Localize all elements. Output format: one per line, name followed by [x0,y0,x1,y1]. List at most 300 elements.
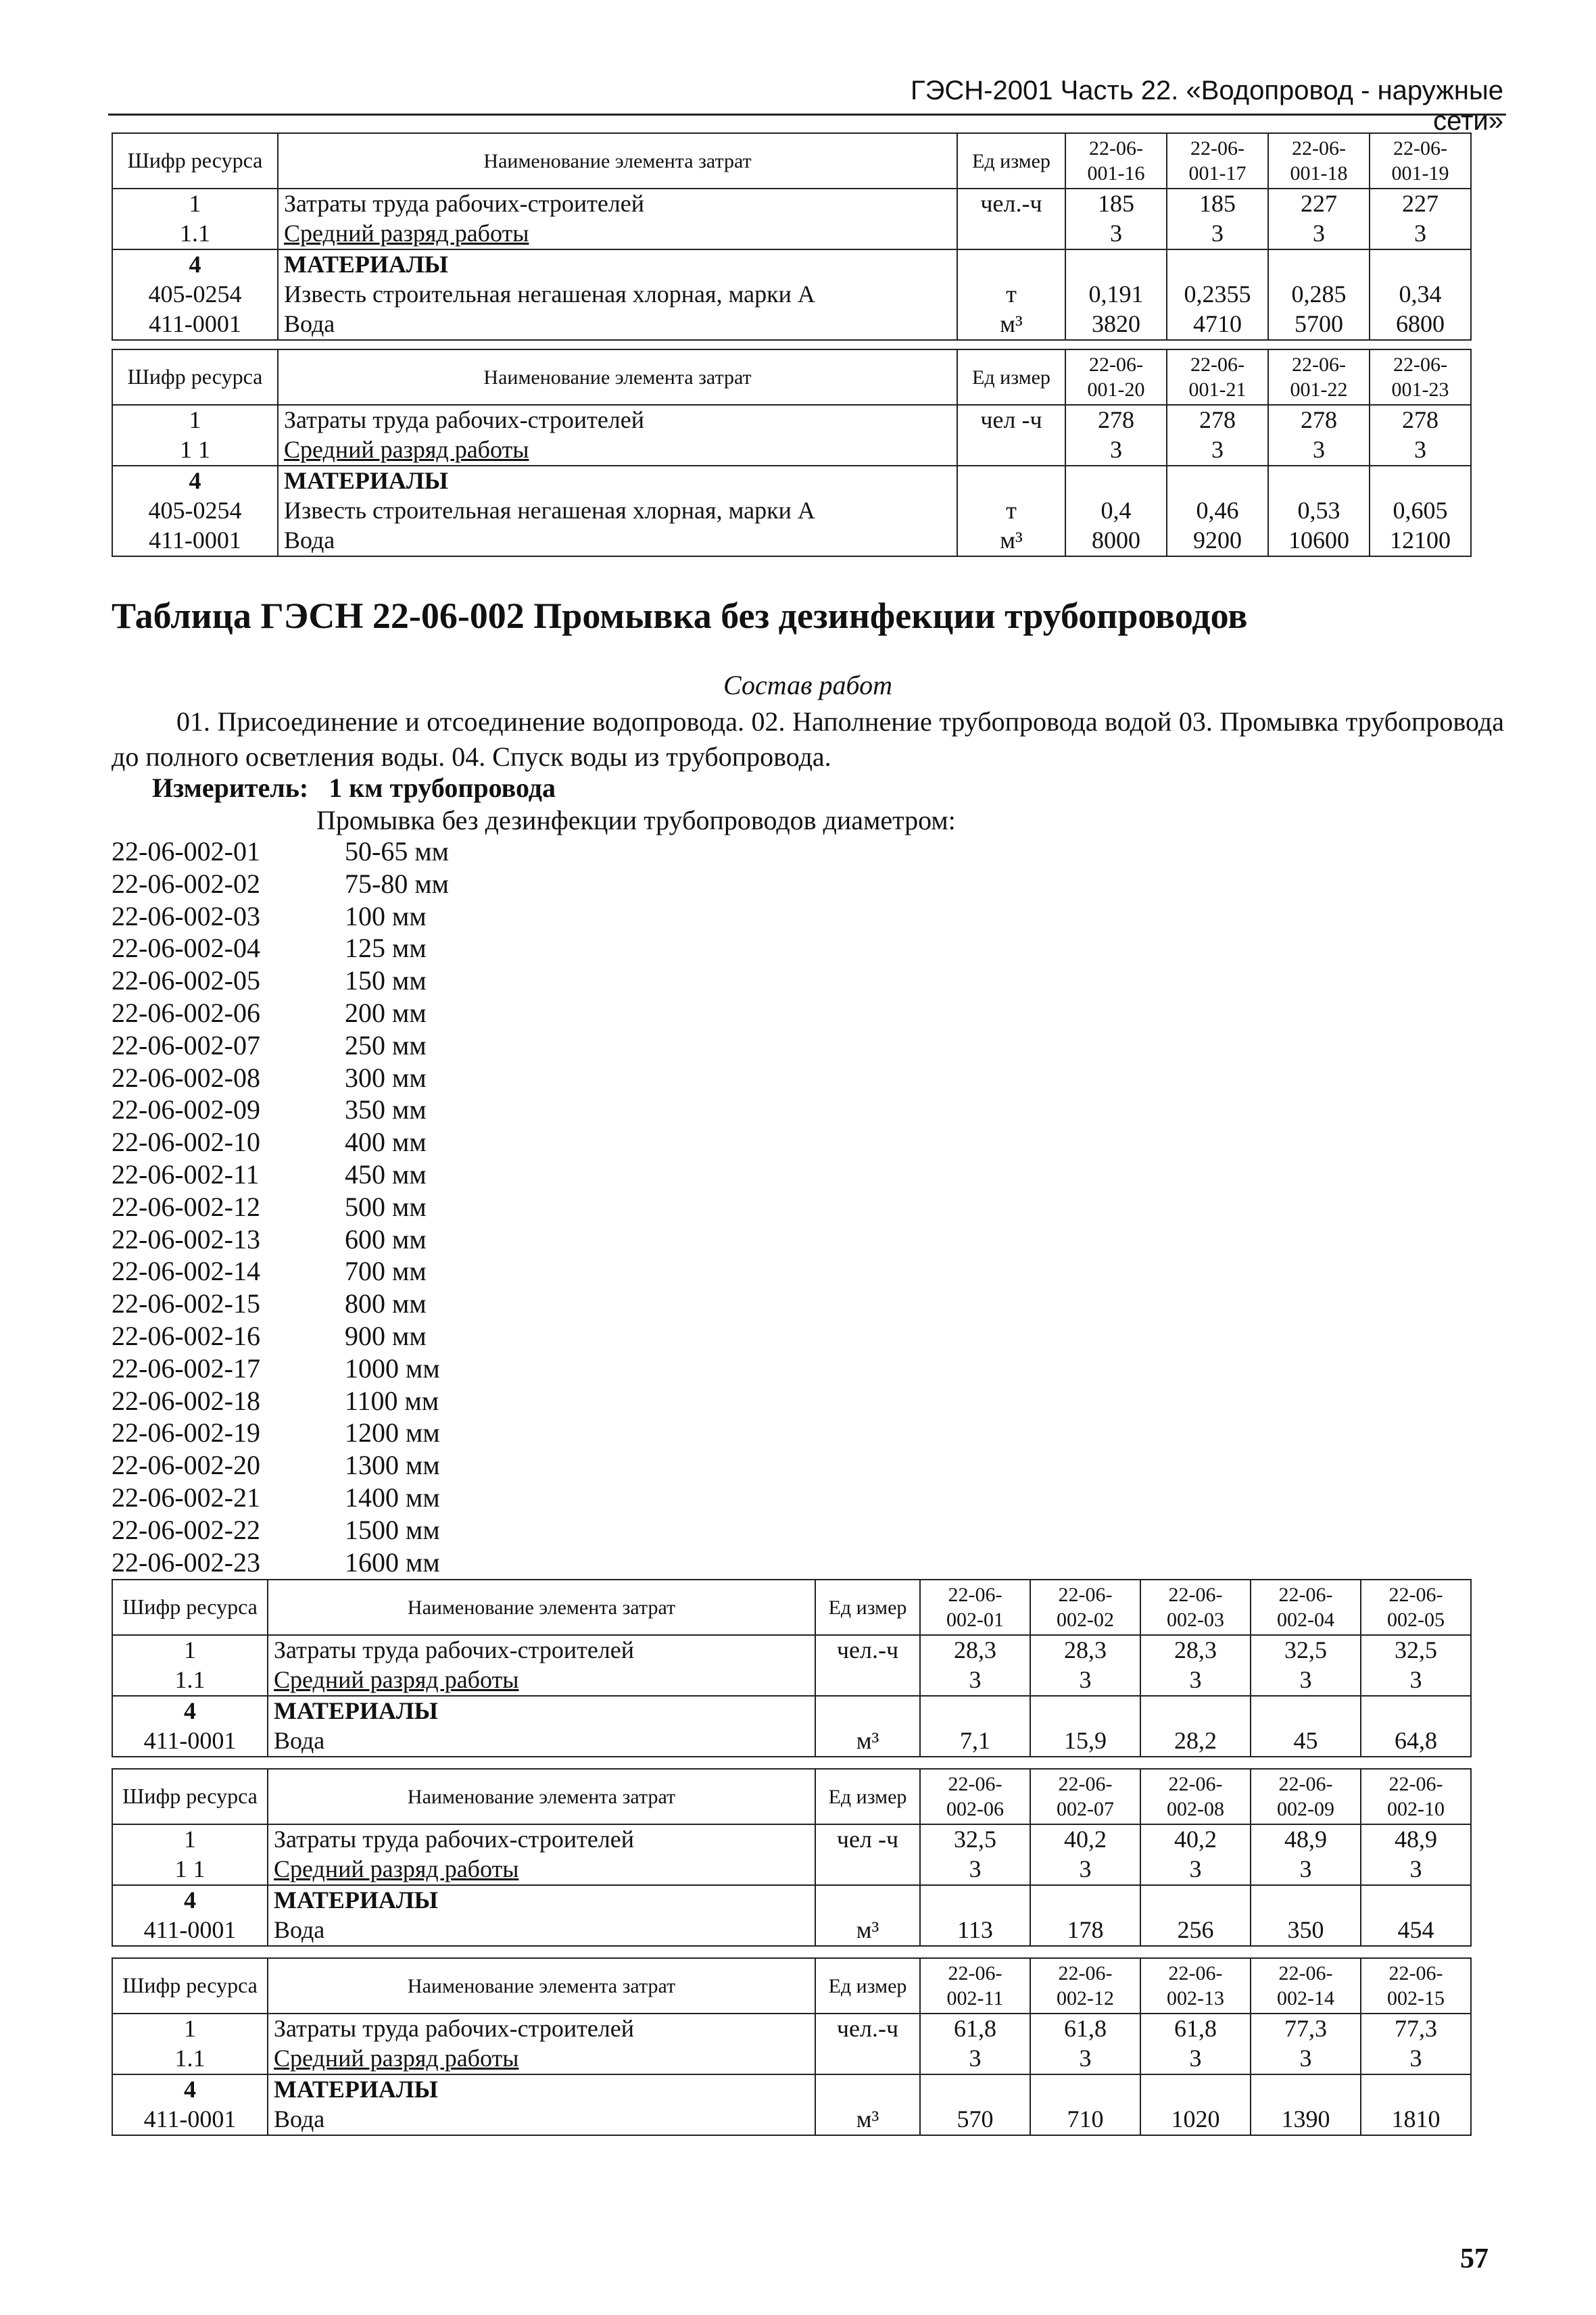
column-header-code: Шифр ресурса [112,1958,268,2014]
diameter-value: 400 мм [345,1127,427,1158]
cost-table-top-2 [112,349,1472,557]
norm-code-line-2: 002-13 [1167,1987,1224,2009]
cell-resource-code: 1 [112,189,278,219]
cell-unit: чел.-ч [815,1635,920,1665]
cell-value [1030,2074,1140,2105]
cell-cost-name: Вода [268,2105,815,2135]
cell-value [1251,1696,1361,1726]
diameter-code-list [112,835,548,1578]
cell-value: 227 [1370,189,1471,219]
norm-code-line-2: 002-15 [1387,1987,1445,2009]
cell-value: 227 [1268,189,1370,219]
cell-cost-name: Затраты труда рабочих-строителей [278,405,957,435]
cell-value: 3 [1167,435,1268,466]
cell-value: 7,1 [920,1726,1030,1757]
cell-unit [815,1885,920,1916]
norm-code-line-2: 001-19 [1391,162,1449,185]
cell-value: 61,8 [920,2014,1030,2044]
cell-resource-code: 4 [112,1696,268,1726]
cell-unit: м³ [957,310,1065,340]
norm-code-line-2: 002-07 [1057,1798,1114,1820]
norm-code: 22-06-002-20 [112,1450,260,1481]
column-header-unit: Ед измер [957,133,1065,189]
column-header-norm-code [920,1769,1030,1824]
column-header-norm-code [1065,349,1167,405]
norm-code-line-2: 001-16 [1087,162,1145,185]
cell-value: 0,34 [1370,280,1471,310]
norm-code: 22-06-002-04 [112,933,260,964]
column-header-norm-code [1030,1958,1140,2014]
cell-value [1361,1696,1471,1726]
page-number: 57 [1460,2243,1489,2274]
diameter-list-item [112,1029,548,1062]
column-header-norm-code [1251,1580,1361,1635]
cell-value: 0,285 [1268,280,1370,310]
table-row [112,310,1471,340]
cell-value: 3 [1065,435,1167,466]
cell-value: 32,5 [1361,1635,1471,1665]
cell-value: 350 [1251,1916,1361,1946]
cell-cost-name: Затраты труда рабочих-строителей [268,1635,815,1665]
meter-line [152,772,556,804]
cell-value: 3 [1065,219,1167,249]
norm-code: 22-06-002-07 [112,1029,260,1061]
cell-value [1167,249,1268,280]
column-header-norm-code [1140,1769,1251,1824]
table-row [112,189,1471,219]
cell-value [1268,466,1370,496]
cell-resource-code: 1.1 [112,2044,268,2074]
column-header-unit: Ед измер [957,349,1065,405]
diameter-value: 100 мм [345,900,427,931]
diameter-value: 900 мм [345,1320,427,1351]
column-header-name: Наименование элемента затрат [278,133,957,189]
diameter-value: 800 мм [345,1288,427,1319]
cell-value: 278 [1370,405,1471,435]
cell-value: 3 [1268,435,1370,466]
cell-value [920,2074,1030,2105]
table-row [112,526,1471,556]
cell-cost-name: Известь строительная негашеная хлорная, марки А [278,496,957,526]
norm-code-line-1: 22-06- [1388,1772,1443,1795]
diameter-list-item [112,1546,548,1579]
cell-value: 48,9 [1251,1824,1361,1855]
table-row [112,249,1471,280]
norm-code-line-2: 001-23 [1391,379,1449,401]
cell-cost-name: Вода [268,1916,815,1946]
diameter-value: 1000 мм [345,1353,440,1384]
norm-code-line-1: 22-06- [1168,1961,1223,1984]
column-header-name: Наименование элемента затрат [278,349,957,405]
cell-value [1361,1885,1471,1916]
cell-value: 12100 [1370,526,1471,556]
column-header-name: Наименование элемента затрат [268,1958,815,2014]
norm-code-line-2: 002-04 [1277,1609,1334,1631]
diameter-value: 350 мм [345,1094,427,1125]
cell-value: 1810 [1361,2105,1471,2135]
norm-code: 22-06-002-13 [112,1223,260,1254]
table-row [112,2044,1471,2074]
table-row [112,1824,1471,1855]
norm-code: 22-06-002-21 [112,1482,260,1513]
cell-value: 5700 [1268,310,1370,340]
cell-value: 3 [1251,2044,1361,2074]
diameter-list-item [112,900,548,933]
cell-unit [815,2044,920,2074]
column-header-name: Наименование элемента затрат [268,1769,815,1824]
diameter-value: 125 мм [345,933,427,964]
norm-code: 22-06-002-11 [112,1159,260,1190]
table-header-row [112,1769,1471,1824]
column-header-unit: Ед измер [815,1580,920,1635]
cell-value: 3 [1268,219,1370,249]
cell-unit: чел.-ч [815,2014,920,2044]
column-header-norm-code [1361,1958,1471,2014]
column-header-code: Шифр ресурса [112,1580,268,1635]
cell-value [1251,1885,1361,1916]
cell-value: 3 [1140,1665,1251,1696]
diameter-value: 700 мм [345,1256,427,1287]
norm-code-line-2: 002-05 [1387,1609,1445,1631]
norm-code-line-2: 002-11 [946,1987,1004,2009]
norm-code-line-1: 22-06- [1168,1583,1223,1606]
diameter-list-item [112,1514,548,1546]
cell-value [1251,2074,1361,2105]
cell-value [1361,2074,1471,2105]
cell-value: 0,46 [1167,496,1268,526]
table-title: Таблица ГЭСН 22-06-002 Промывка без дезинфекции трубопроводов [112,595,1248,636]
cell-cost-name: Вода [268,1726,815,1757]
cell-value: 40,2 [1030,1824,1140,1855]
diameter-list-item [112,1449,548,1482]
cell-value: 28,3 [1030,1635,1140,1665]
table-row [112,405,1471,435]
cell-resource-code: 411-0001 [112,1916,268,1946]
column-header-norm-code [1030,1769,1140,1824]
table-row [112,280,1471,310]
norm-code: 22-06-002-05 [112,965,260,996]
column-header-unit: Ед измер [815,1958,920,2014]
cell-unit [957,249,1065,280]
cell-resource-code: 1 [112,1824,268,1855]
column-header-code: Шифр ресурса [112,349,278,405]
norm-code-line-2: 001-22 [1290,379,1348,401]
table-header-row [112,1580,1471,1635]
norm-code-line-2: 002-12 [1057,1987,1114,2009]
norm-code-line-2: 002-14 [1277,1987,1334,2009]
diameter-list-item [112,1255,548,1288]
cell-value: 3 [920,1855,1030,1885]
meter-value: 1 км трубопровода [329,773,556,803]
cell-value: 32,5 [1251,1635,1361,1665]
cell-unit [815,1696,920,1726]
cell-unit: чел -ч [957,405,1065,435]
cell-value: 3 [920,2044,1030,2074]
table-row [112,2014,1471,2044]
diameter-list-item [112,932,548,965]
cell-value: 32,5 [920,1824,1030,1855]
diameter-list-item [112,965,548,997]
cell-value: 1020 [1140,2105,1251,2135]
norm-code-line-1: 22-06- [1168,1772,1223,1795]
diameter-value: 250 мм [345,1029,427,1061]
table-header-row [112,349,1471,405]
norm-code: 22-06-002-18 [112,1385,260,1416]
diameter-list-item [112,1223,548,1256]
column-header-unit: Ед измер [815,1769,920,1824]
cell-cost-name: Вода [278,310,957,340]
cell-unit [957,219,1065,249]
column-header-name: Наименование элемента затрат [268,1580,815,1635]
norm-code-line-1: 22-06- [1190,137,1244,160]
cell-unit [957,435,1065,466]
cell-value: 3 [1167,219,1268,249]
diameter-list-item [112,1417,548,1449]
diameter-list-item [112,1385,548,1417]
cell-resource-code: 4 [112,249,278,280]
cell-value: 1390 [1251,2105,1361,2135]
cell-value: 64,8 [1361,1726,1471,1757]
cell-cost-name: МАТЕРИАЛЫ [268,1885,815,1916]
cell-value: 45 [1251,1726,1361,1757]
cell-cost-name: МАТЕРИАЛЫ [268,2074,815,2105]
norm-code: 22-06-002-17 [112,1353,260,1384]
diameter-list-item [112,1482,548,1514]
cell-value [1065,466,1167,496]
column-header-code: Шифр ресурса [112,133,278,189]
cell-cost-name: МАТЕРИАЛЫ [278,249,957,280]
cell-resource-code: 1 [112,2014,268,2044]
norm-code: 22-06-002-03 [112,900,260,931]
diameter-value: 450 мм [345,1159,427,1190]
diameter-value: 200 мм [345,997,427,1028]
cell-value: 113 [920,1916,1030,1946]
column-header-norm-code [1370,349,1471,405]
norm-code-line-1: 22-06- [1278,1961,1333,1984]
cell-value: 61,8 [1030,2014,1140,2044]
column-header-norm-code [1251,1769,1361,1824]
cell-unit: т [957,496,1065,526]
table-row [112,2105,1471,2135]
cell-cost-name: МАТЕРИАЛЫ [278,466,957,496]
norm-code-line-1: 22-06- [948,1772,1002,1795]
norm-code-line-2: 001-18 [1290,162,1348,185]
cell-resource-code: 411-0001 [112,526,278,556]
diameter-list-item [112,1320,548,1353]
norm-code-line-2: 002-02 [1057,1609,1114,1631]
cell-value: 3820 [1065,310,1167,340]
cell-resource-code: 405-0254 [112,496,278,526]
cell-cost-name: Затраты труда рабочих-строителей [268,2014,815,2044]
cell-value [1140,1885,1251,1916]
norm-code: 22-06-002-19 [112,1417,260,1448]
table-row [112,1885,1471,1916]
cell-cost-name: Средний разряд работы [268,1665,815,1696]
diameter-value: 500 мм [345,1191,427,1222]
cell-cost-name: Средний разряд работы [268,1855,815,1885]
cell-value [1370,466,1471,496]
norm-code-line-1: 22-06- [1388,1583,1443,1606]
table-row [112,435,1471,466]
table-row [112,1726,1471,1757]
norm-code-line-2: 002-01 [946,1609,1004,1631]
column-header-norm-code [1361,1769,1471,1824]
cell-value [1030,1885,1140,1916]
diameter-value: 50-65 мм [345,836,449,867]
cell-value: 3 [1361,1665,1471,1696]
cell-unit: т [957,280,1065,310]
norm-code-line-2: 002-09 [1277,1798,1334,1820]
cell-value [920,1696,1030,1726]
cell-value: 256 [1140,1916,1251,1946]
norm-code-line-1: 22-06- [948,1961,1002,1984]
cell-resource-code: 1.1 [112,219,278,249]
norm-code: 22-06-002-22 [112,1514,260,1545]
work-composition-title: Состав работ [723,670,892,700]
column-header-norm-code [1167,349,1268,405]
cell-cost-name: Средний разряд работы [268,2044,815,2074]
table-row [112,466,1471,496]
norm-code-line-1: 22-06- [1058,1583,1113,1606]
cost-table-top-1 [112,132,1472,341]
cell-value: 8000 [1065,526,1167,556]
cell-value [1140,2074,1251,2105]
cell-value: 278 [1268,405,1370,435]
column-header-norm-code [920,1580,1030,1635]
cell-value: 3 [920,1665,1030,1696]
norm-code-line-1: 22-06- [1388,1961,1443,1984]
norm-code-line-1: 22-06- [1393,353,1447,376]
cell-cost-name: Средний разряд работы [278,435,957,466]
norm-code-line-2: 002-03 [1167,1609,1224,1631]
norm-code-line-1: 22-06- [1190,353,1244,376]
work-composition-text: 01. Присоединение и отсоединение водопровода. 02. Наполнение трубопровода водой 03. Промывка трубопровода до полного осветления воды. 04. Спуск воды из трубопровода. [112,706,1504,772]
column-header-norm-code [1251,1958,1361,2014]
cost-table-bottom-1 [112,1579,1472,1757]
column-header-norm-code [920,1958,1030,2014]
norm-code-line-2: 002-08 [1167,1798,1224,1820]
cell-value: 0,191 [1065,280,1167,310]
cell-value: 9200 [1167,526,1268,556]
cell-value: 178 [1030,1916,1140,1946]
cell-value: 3 [1140,1855,1251,1885]
cell-value: 570 [920,2105,1030,2135]
column-header-norm-code [1065,133,1167,189]
cell-value: 3 [1030,1855,1140,1885]
diameter-list-item [112,1353,548,1385]
cell-value: 3 [1361,1855,1471,1885]
diameter-value: 1500 мм [345,1514,440,1545]
cell-value: 61,8 [1140,2014,1251,2044]
diameter-value: 75-80 мм [345,868,449,899]
norm-code-line-1: 22-06- [1058,1961,1113,1984]
diameter-list-item [112,835,548,868]
norm-code-line-1: 22-06- [1292,137,1346,160]
column-header-norm-code [1140,1958,1251,2014]
diameter-value: 600 мм [345,1223,427,1254]
cell-value: 3 [1361,2044,1471,2074]
cell-value [920,1885,1030,1916]
cell-resource-code: 1 [112,1635,268,1665]
cell-cost-name: Известь строительная негашеная хлорная, марки А [278,280,957,310]
diameter-value: 1200 мм [345,1417,440,1448]
cell-value [1030,1696,1140,1726]
cell-value: 10600 [1268,526,1370,556]
cell-cost-name: Затраты труда рабочих-строителей [268,1824,815,1855]
cell-cost-name: Средний разряд работы [278,219,957,249]
cell-value: 28,3 [920,1635,1030,1665]
cell-unit: чел.-ч [957,189,1065,219]
cell-value: 28,2 [1140,1726,1251,1757]
cell-resource-code: 405-0254 [112,280,278,310]
cell-value: 3 [1370,219,1471,249]
diameter-value: 1300 мм [345,1450,440,1481]
cost-table-bottom-3 [112,1957,1472,2136]
cell-value: 77,3 [1361,2014,1471,2044]
diameter-list-item [112,1062,548,1094]
cost-table-bottom-2 [112,1768,1472,1947]
norm-code-line-2: 001-17 [1188,162,1247,185]
norm-code-line-1: 22-06- [948,1583,1002,1606]
diameter-value: 1400 мм [345,1482,440,1513]
cell-value: 278 [1065,405,1167,435]
norm-code-line-1: 22-06- [1058,1772,1113,1795]
column-header-code: Шифр ресурса [112,1769,268,1824]
column-header-norm-code [1370,133,1471,189]
norm-code: 22-06-002-10 [112,1127,260,1158]
meter-label: Измеритель: [152,773,309,803]
cell-value: 278 [1167,405,1268,435]
table-row [112,496,1471,526]
diameter-list-intro: Промывка без дезинфекции трубопроводов диаметром: [316,805,956,835]
cell-cost-name: Вода [278,526,957,556]
norm-code-line-1: 22-06- [1393,137,1447,160]
cell-unit: чел -ч [815,1824,920,1855]
cell-cost-name: Затраты труда рабочих-строителей [278,189,957,219]
cell-value: 77,3 [1251,2014,1361,2044]
column-header-norm-code [1167,133,1268,189]
table-row [112,1665,1471,1696]
norm-code: 22-06-002-01 [112,836,260,867]
cell-value: 0,605 [1370,496,1471,526]
cell-value: 6800 [1370,310,1471,340]
cell-resource-code: 1 [112,405,278,435]
diameter-value: 150 мм [345,965,427,996]
norm-code-line-1: 22-06- [1089,137,1143,160]
column-header-norm-code [1361,1580,1471,1635]
diameter-list-item [112,1288,548,1320]
cell-unit [815,1665,920,1696]
diameter-list-item [112,868,548,900]
norm-code: 22-06-002-09 [112,1094,260,1125]
diameter-list-item [112,1094,548,1126]
cell-value: 3 [1251,1855,1361,1885]
cell-value: 3 [1251,1665,1361,1696]
norm-code: 22-06-002-06 [112,997,260,1028]
norm-code: 22-06-002-15 [112,1288,260,1319]
cell-value: 0,53 [1268,496,1370,526]
norm-code: 22-06-002-02 [112,868,260,899]
cell-resource-code: 4 [112,1885,268,1916]
table-row [112,1635,1471,1665]
diameter-value: 1600 мм [345,1546,440,1578]
norm-code: 22-06-002-23 [112,1546,260,1578]
cell-unit [815,1855,920,1885]
cell-value: 185 [1167,189,1268,219]
cell-resource-code: 1 1 [112,435,278,466]
norm-code: 22-06-002-08 [112,1062,260,1093]
cell-unit [957,466,1065,496]
